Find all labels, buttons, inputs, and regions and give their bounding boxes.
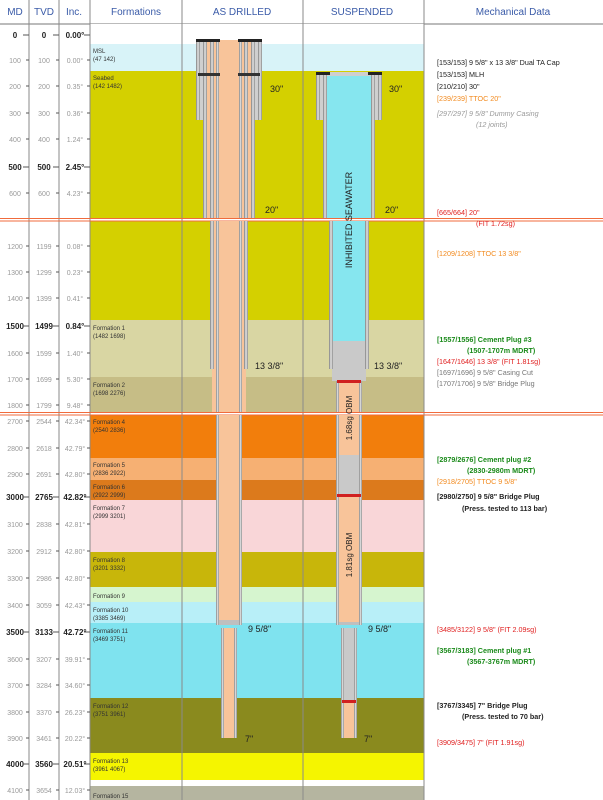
inc-value: 42.34° xyxy=(64,419,86,426)
header-as-drilled: AS DRILLED xyxy=(212,7,272,18)
fluid-label-seawater: INHIBITED SEAWATER xyxy=(344,171,354,269)
inc-value: 0.84° xyxy=(65,322,85,331)
tvd-value: 3284 xyxy=(36,683,52,690)
tvd-value: 1499 xyxy=(35,322,53,331)
md-value: 3000 xyxy=(6,493,24,502)
wellbore-fluid-lower xyxy=(218,415,240,620)
md-value: 1300 xyxy=(7,270,23,277)
tvd-value: 3370 xyxy=(36,710,52,717)
formation-band-13 xyxy=(90,753,424,780)
cement-plug-2 xyxy=(338,455,360,495)
formation-range: (3961 4067) xyxy=(93,767,126,773)
casing-label-20: 20" xyxy=(265,205,279,215)
tvd-value: 3059 xyxy=(36,603,52,610)
casing-label-7-s: 7" xyxy=(364,734,373,744)
formation-band-15 xyxy=(90,786,424,800)
formation-range: (2540 2836) xyxy=(93,428,126,434)
inc-value: 26.23° xyxy=(64,710,86,717)
formation-range: (3751 3961) xyxy=(93,712,126,718)
md-value: 400 xyxy=(9,137,21,144)
mechanical-entry: [2980/2750] 9 5/8" Bridge Plug xyxy=(437,492,540,501)
bridge-plug-lower xyxy=(342,700,356,703)
formation-name: Formation 4 xyxy=(93,420,126,426)
md-value: 4100 xyxy=(7,788,23,795)
md-value: 1600 xyxy=(7,351,23,358)
formation-name: Formation 15 xyxy=(93,794,129,800)
tvd-value: 1299 xyxy=(36,270,52,277)
inc-value: 4.23° xyxy=(66,191,84,198)
wellbore-fluid-bottom xyxy=(223,628,235,738)
inc-value: 12.03° xyxy=(64,788,86,795)
tvd-value: 3654 xyxy=(36,788,52,795)
md-value: 3700 xyxy=(7,683,23,690)
inc-value: 1.24° xyxy=(66,137,84,144)
tvd-value: 100 xyxy=(38,58,50,65)
mechanical-entry: [153/153] MLH xyxy=(437,70,485,79)
inc-value: 39.91° xyxy=(64,657,86,664)
formation-band-10 xyxy=(90,602,424,623)
inc-value: 42.80° xyxy=(64,576,86,583)
tvd-value: 500 xyxy=(37,163,51,172)
md-value: 2700 xyxy=(7,419,23,426)
tvd-value: 1599 xyxy=(36,351,52,358)
formation-band-seabed xyxy=(90,221,424,320)
formation-range: (2836 2922) xyxy=(93,471,126,477)
md-value: 1700 xyxy=(7,377,23,384)
formation-band-11 xyxy=(90,623,424,698)
formation-range: (142 1482) xyxy=(93,84,123,90)
inc-value: 0.23° xyxy=(66,270,84,277)
formation-band-13b xyxy=(90,780,424,786)
formation-name: Formation 11 xyxy=(93,629,128,635)
md-value: 3500 xyxy=(6,628,24,637)
casing-label-9-5-8-s: 9 5/8" xyxy=(368,624,392,634)
formation-name: Formation 5 xyxy=(93,463,126,469)
inc-value: 0.08° xyxy=(66,244,84,251)
casing-label-7: 7" xyxy=(245,734,254,744)
bridge-plug-upper xyxy=(337,380,361,383)
tvd-value: 0 xyxy=(41,31,47,40)
tvd-value: 1399 xyxy=(36,296,52,303)
mechanical-entry: [3567/3183] Cement plug #1 xyxy=(437,646,532,655)
formation-name: Seabed xyxy=(93,76,114,82)
tvd-value: 3560 xyxy=(35,760,53,769)
formation-band-12 xyxy=(90,698,424,753)
wellhead-top-right xyxy=(238,39,262,42)
formation-name: Formation 9 xyxy=(93,594,126,600)
md-value: 600 xyxy=(9,191,21,198)
formation-name: Formation 7 xyxy=(93,506,126,512)
formation-range: (3385 3469) xyxy=(93,616,126,622)
cap-left xyxy=(316,72,330,75)
md-value: 3900 xyxy=(7,736,23,743)
md-value: 500 xyxy=(8,163,22,172)
casing-label-30: 30" xyxy=(270,84,284,94)
md-value: 3100 xyxy=(7,522,23,529)
mechanical-entry: [239/239] TTOC 20" xyxy=(437,94,501,103)
mechanical-entry: (Press. tested to 113 bar) xyxy=(462,504,548,513)
mechanical-entry: [2879/2676] Cement plug #2 xyxy=(437,455,532,464)
formation-name: Formation 6 xyxy=(93,485,126,491)
tvd-value: 2838 xyxy=(36,522,52,529)
md-value: 3200 xyxy=(7,549,23,556)
tvd-value: 3133 xyxy=(35,628,53,637)
formation-name: Formation 8 xyxy=(93,558,126,564)
mechanical-entry: [153/153] 9 5/8" x 13 3/8" Dual TA Cap xyxy=(437,58,560,67)
inc-value: 42.80° xyxy=(64,549,86,556)
inc-value: 42.79° xyxy=(64,446,86,453)
formation-range: (2922 2999) xyxy=(93,493,126,499)
inc-value: 1.40° xyxy=(66,351,84,358)
formation-range: (2999 3201) xyxy=(93,514,126,520)
inc-value: 5.30° xyxy=(66,377,84,384)
tvd-value: 2544 xyxy=(36,419,52,426)
mechanical-entry: (1507-1707m MDRT) xyxy=(467,346,536,355)
mechanical-entry: [3485/3122] 9 5/8" (FIT 2.09sg) xyxy=(437,625,537,634)
mudline-hanger-left xyxy=(198,73,220,76)
tvd-value: 2986 xyxy=(36,576,52,583)
md-value: 0 xyxy=(12,31,18,40)
md-value: 3600 xyxy=(7,657,23,664)
formation-band-6 xyxy=(90,480,424,500)
inc-value: 9.48° xyxy=(66,403,84,410)
formation-band-4 xyxy=(90,415,424,458)
mechanical-entry: (FIT 1.72sg) xyxy=(476,219,516,228)
cap-right xyxy=(368,72,382,75)
formation-name: Formation 13 xyxy=(93,759,129,765)
inc-value: 34.60° xyxy=(64,683,86,690)
mechanical-entry: [210/210] 30" xyxy=(437,82,480,91)
inc-value: 42.80° xyxy=(64,472,86,479)
formation-band-5 xyxy=(90,458,424,480)
tvd-value: 400 xyxy=(38,137,50,144)
tvd-value: 1199 xyxy=(36,244,52,251)
tvd-value: 3461 xyxy=(36,736,52,743)
inc-value: 0.41° xyxy=(66,296,84,303)
mechanical-entry: [2918/2705] TTOC 9 5/8" xyxy=(437,477,517,486)
md-value: 200 xyxy=(9,84,21,91)
casing-label-13-3-8-s: 13 3/8" xyxy=(374,361,403,371)
casing-label-30-s: 30" xyxy=(389,84,403,94)
md-value: 2800 xyxy=(7,446,23,453)
inc-value: 0.36° xyxy=(66,111,84,118)
header-suspended: SUSPENDED xyxy=(330,7,394,18)
tvd-value: 2912 xyxy=(36,549,52,556)
header-mechanical-data: Mechanical Data xyxy=(475,7,551,18)
formation-name: Formation 2 xyxy=(93,383,126,389)
formation-range: (1482 1698) xyxy=(93,334,126,340)
md-value: 300 xyxy=(9,111,21,118)
mechanical-entry: [1697/1696] 9 5/8" Casing Cut xyxy=(437,368,534,377)
formation-band-7 xyxy=(90,500,424,552)
md-value: 4000 xyxy=(6,760,24,769)
casing-label-20-s: 20" xyxy=(385,205,399,215)
tvd-value: 2691 xyxy=(36,472,52,479)
tvd-value: 2765 xyxy=(35,493,53,502)
inc-value: 0.00° xyxy=(65,31,85,40)
md-value: 1200 xyxy=(7,244,23,251)
fluid-bottom xyxy=(343,700,355,738)
tvd-value: 200 xyxy=(38,84,50,91)
mechanical-entry: (12 joints) xyxy=(476,120,508,129)
inc-value: 20.51° xyxy=(63,760,87,769)
formation-band-9 xyxy=(90,587,424,602)
formation-name: MSL xyxy=(93,49,106,55)
md-value: 1500 xyxy=(6,322,24,331)
mechanical-entry: (Press. tested to 70 bar) xyxy=(462,712,544,721)
formation-range: (1698 2276) xyxy=(93,391,126,397)
cement-plug-3 xyxy=(332,341,366,381)
inc-value: 42.72° xyxy=(63,628,87,637)
inc-value: 20.22° xyxy=(64,736,86,743)
md-value: 3300 xyxy=(7,576,23,583)
casing-label-13-3-8: 13 3/8" xyxy=(255,361,284,371)
header-tvd: TVD xyxy=(34,7,54,18)
mechanical-entry: [665/664] 20" xyxy=(437,208,480,217)
header-formations: Formations xyxy=(110,7,162,18)
mechanical-entry: [1209/1208] TTOC 13 3/8" xyxy=(437,249,521,258)
md-value: 1800 xyxy=(7,403,23,410)
header-inc: Inc. xyxy=(65,7,83,18)
inc-value: 0.00° xyxy=(66,58,84,65)
mechanical-entry: [1647/1646] 13 3/8" (FIT 1.81sg) xyxy=(437,357,541,366)
bridge-plug-mid xyxy=(337,494,361,497)
formation-name: Formation 12 xyxy=(93,704,129,710)
inc-value: 2.45° xyxy=(65,163,85,172)
fluid-label-obm-181: 1.81sg OBM xyxy=(345,532,354,578)
formation-range: (47 142) xyxy=(93,57,116,63)
md-value: 3400 xyxy=(7,603,23,610)
fluid-label-obm-168: 1.68sg OBM xyxy=(345,395,354,441)
wellhead-top-left xyxy=(196,39,220,42)
md-value: 100 xyxy=(9,58,21,65)
mechanical-entry: (3567-3767m MDRT) xyxy=(467,657,536,666)
formation-band-8 xyxy=(90,552,424,587)
inc-value: 0.35° xyxy=(66,84,84,91)
formation-range: (3469 3751) xyxy=(93,637,126,643)
cement-plug-1 xyxy=(343,628,355,700)
tvd-value: 1699 xyxy=(36,377,52,384)
md-value: 2900 xyxy=(7,472,23,479)
formation-name: Formation 10 xyxy=(93,608,129,614)
inc-value: 42.82° xyxy=(63,493,87,502)
mechanical-entry: [1707/1706] 9 5/8" Bridge Plug xyxy=(437,379,535,388)
mechanical-entry: [297/297] 9 5/8" Dummy Casing xyxy=(437,109,539,118)
tvd-value: 1799 xyxy=(36,403,52,410)
tvd-value: 3207 xyxy=(36,657,52,664)
mechanical-entry: [1557/1556] Cement Plug #3 xyxy=(437,335,532,344)
tvd-value: 600 xyxy=(38,191,50,198)
md-value: 1400 xyxy=(7,296,23,303)
formation-band-2 xyxy=(90,377,424,412)
inc-value: 42.81° xyxy=(64,522,86,529)
mechanical-entry: [3767/3345] 7" Bridge Plug xyxy=(437,701,528,710)
tvd-value: 2618 xyxy=(36,446,52,453)
header-md: MD xyxy=(7,7,23,18)
tvd-value: 300 xyxy=(38,111,50,118)
inc-value: 42.43° xyxy=(64,603,86,610)
mudline-hanger-right xyxy=(238,73,260,76)
mechanical-entry: [3909/3475] 7" (FIT 1.91sg) xyxy=(437,738,525,747)
casing-label-9-5-8: 9 5/8" xyxy=(248,624,272,634)
mechanical-data xyxy=(436,58,560,747)
formation-range: (3201 3332) xyxy=(93,566,126,572)
formation-name: Formation 1 xyxy=(93,326,126,332)
mechanical-entry: (2830-2980m MDRT) xyxy=(467,466,536,475)
md-value: 3800 xyxy=(7,710,23,717)
